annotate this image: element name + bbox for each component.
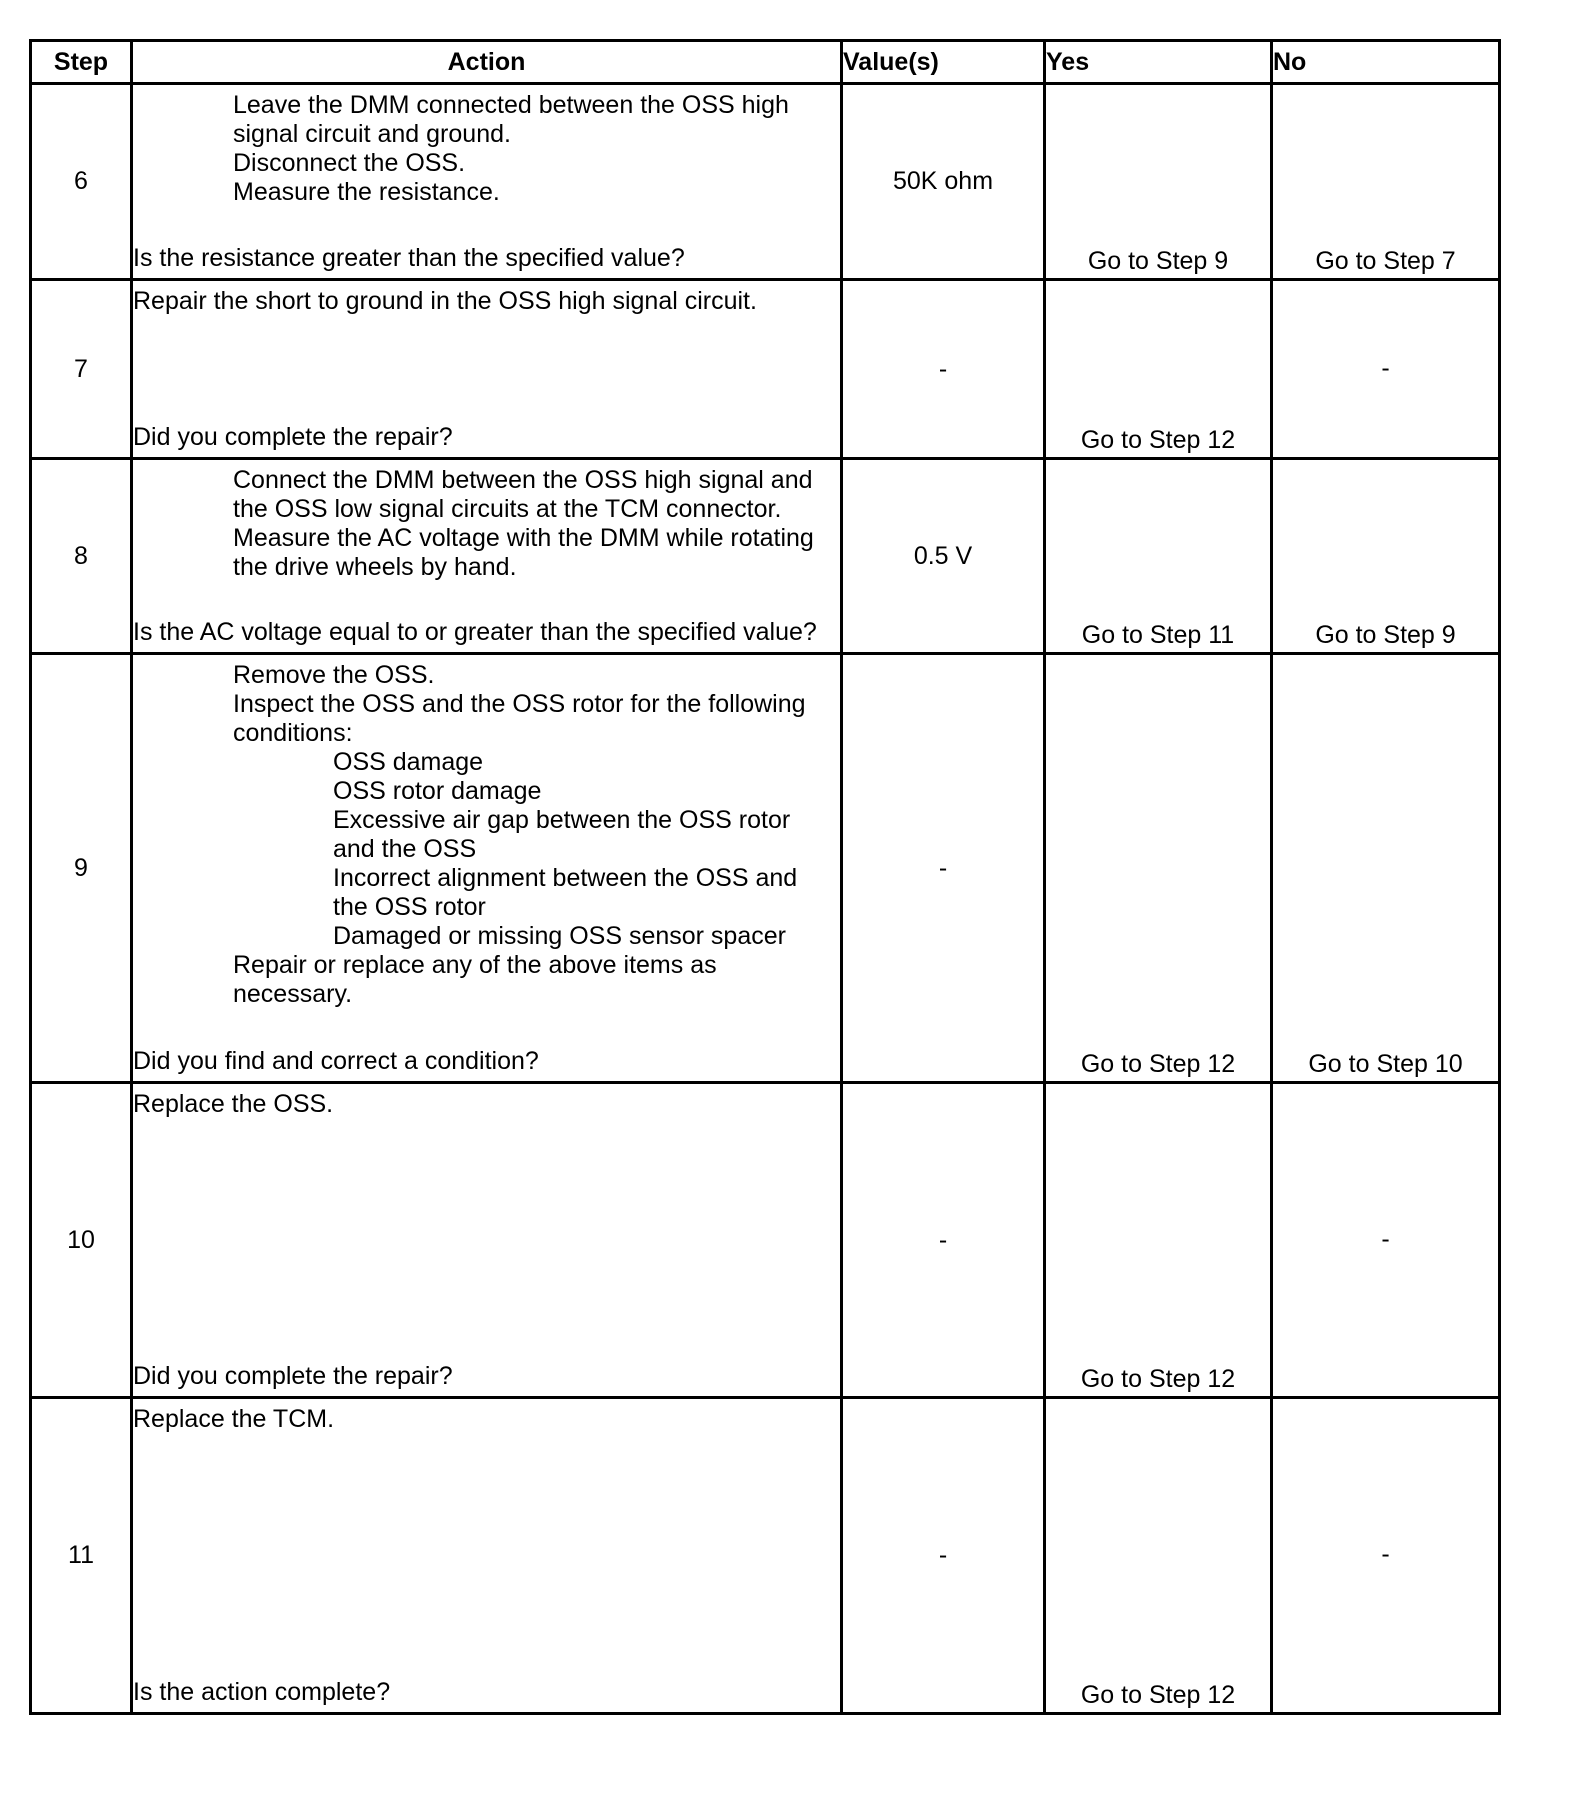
no-link: Go to Step 10 (1308, 1050, 1463, 1078)
condition-line: OSS rotor damage (333, 777, 542, 805)
yes-cell (1045, 654, 1272, 1083)
no-cell (1272, 654, 1500, 1083)
action-line: Disconnect the OSS. (233, 149, 466, 177)
action-line: Remove the OSS. (233, 661, 435, 689)
action-line: conditions: (233, 719, 353, 747)
action-line: Repair the short to ground in the OSS high signal circuit. (133, 287, 757, 315)
yes-cell (1045, 459, 1272, 654)
table-row (31, 1398, 1500, 1714)
no-link: - (1381, 1224, 1390, 1253)
no-cell (1272, 280, 1500, 459)
no-cell (1272, 84, 1500, 280)
action-line: Inspect the OSS and the OSS rotor for the following (233, 690, 806, 718)
action-question: Did you complete the repair? (133, 423, 453, 451)
table-row (31, 654, 1500, 1083)
no-link: Go to Step 7 (1315, 247, 1456, 275)
header-values: Value(s) (842, 41, 1045, 84)
table-row (31, 280, 1500, 459)
value-cell: - (842, 280, 1045, 459)
condition-line: OSS damage (333, 748, 484, 776)
no-link: - (1381, 1540, 1390, 1568)
step-number: 8 (31, 459, 132, 654)
action-cell (132, 280, 842, 459)
yes-link: Go to Step 11 (1081, 621, 1235, 649)
no-cell (1272, 459, 1500, 654)
no-link: Go to Step 9 (1315, 621, 1456, 649)
step-number: 10 (31, 1083, 132, 1398)
value-cell: 50K ohm (842, 84, 1045, 280)
condition-line: and the OSS (333, 835, 477, 863)
yes-cell (1045, 1398, 1272, 1714)
action-cell (132, 1398, 842, 1714)
condition-line: the OSS rotor (333, 893, 486, 921)
yes-cell (1045, 84, 1272, 280)
action-cell (132, 459, 842, 654)
value-cell: - (842, 1398, 1045, 1714)
yes-link: Go to Step 12 (1080, 1365, 1236, 1393)
action-cell (132, 84, 842, 280)
yes-link: Go to Step 12 (1080, 426, 1236, 454)
yes-cell (1045, 280, 1272, 459)
action-question: Did you find and correct a condition? (133, 1047, 539, 1075)
action-line: the drive wheels by hand. (233, 553, 517, 581)
condition-line: Excessive air gap between the OSS rotor (333, 806, 791, 834)
header-yes: Yes (1045, 41, 1272, 84)
table-row (31, 84, 1500, 280)
action-line: Leave the DMM connected between the OSS high (233, 91, 789, 119)
condition-line: Damaged or missing OSS sensor spacer (333, 922, 786, 950)
table-row (31, 459, 1500, 654)
condition-line: Incorrect alignment between the OSS and (333, 864, 798, 892)
yes-link: Go to Step 12 (1080, 1681, 1236, 1709)
yes-cell (1045, 1083, 1272, 1398)
action-question: Did you complete the repair? (133, 1362, 453, 1390)
action-question: Is the AC voltage equal to or greater than the specified value? (133, 618, 817, 646)
value-cell: - (842, 654, 1045, 1083)
action-line: Measure the resistance. (233, 178, 500, 206)
action-line: Measure the AC voltage with the DMM while rotating (233, 524, 814, 552)
action-line: Replace the OSS. (133, 1090, 334, 1118)
no-cell (1272, 1398, 1500, 1714)
yes-link: Go to Step 9 (1087, 247, 1229, 275)
action-line: signal circuit and ground. (233, 120, 511, 148)
diagnostic-table (29, 39, 1501, 1715)
no-cell (1272, 1083, 1500, 1398)
action-line: necessary. (233, 980, 353, 1008)
value-cell: 0.5 V (842, 459, 1045, 654)
action-cell (132, 654, 842, 1083)
action-question: Is the resistance greater than the specified value? (133, 244, 685, 272)
action-line: Replace the TCM. (133, 1405, 335, 1433)
yes-link: Go to Step 12 (1080, 1050, 1236, 1078)
table-row (31, 1083, 1500, 1398)
step-number: 7 (31, 280, 132, 459)
no-link: - (1381, 353, 1390, 382)
action-line: Connect the DMM between the OSS high signal and (233, 466, 813, 494)
header-action: Action (132, 41, 842, 84)
action-line: the OSS low signal circuits at the TCM connector. (233, 495, 782, 523)
header-row (31, 41, 1500, 84)
step-number: 11 (31, 1398, 132, 1714)
value-cell: - (842, 1083, 1045, 1398)
header-no: No (1272, 41, 1500, 84)
step-number: 6 (31, 84, 132, 280)
header-step: Step (31, 41, 132, 84)
action-cell (132, 1083, 842, 1398)
action-question: Is the action complete? (133, 1678, 391, 1706)
action-line: Repair or replace any of the above items as (233, 951, 717, 979)
step-number: 9 (31, 654, 132, 1083)
